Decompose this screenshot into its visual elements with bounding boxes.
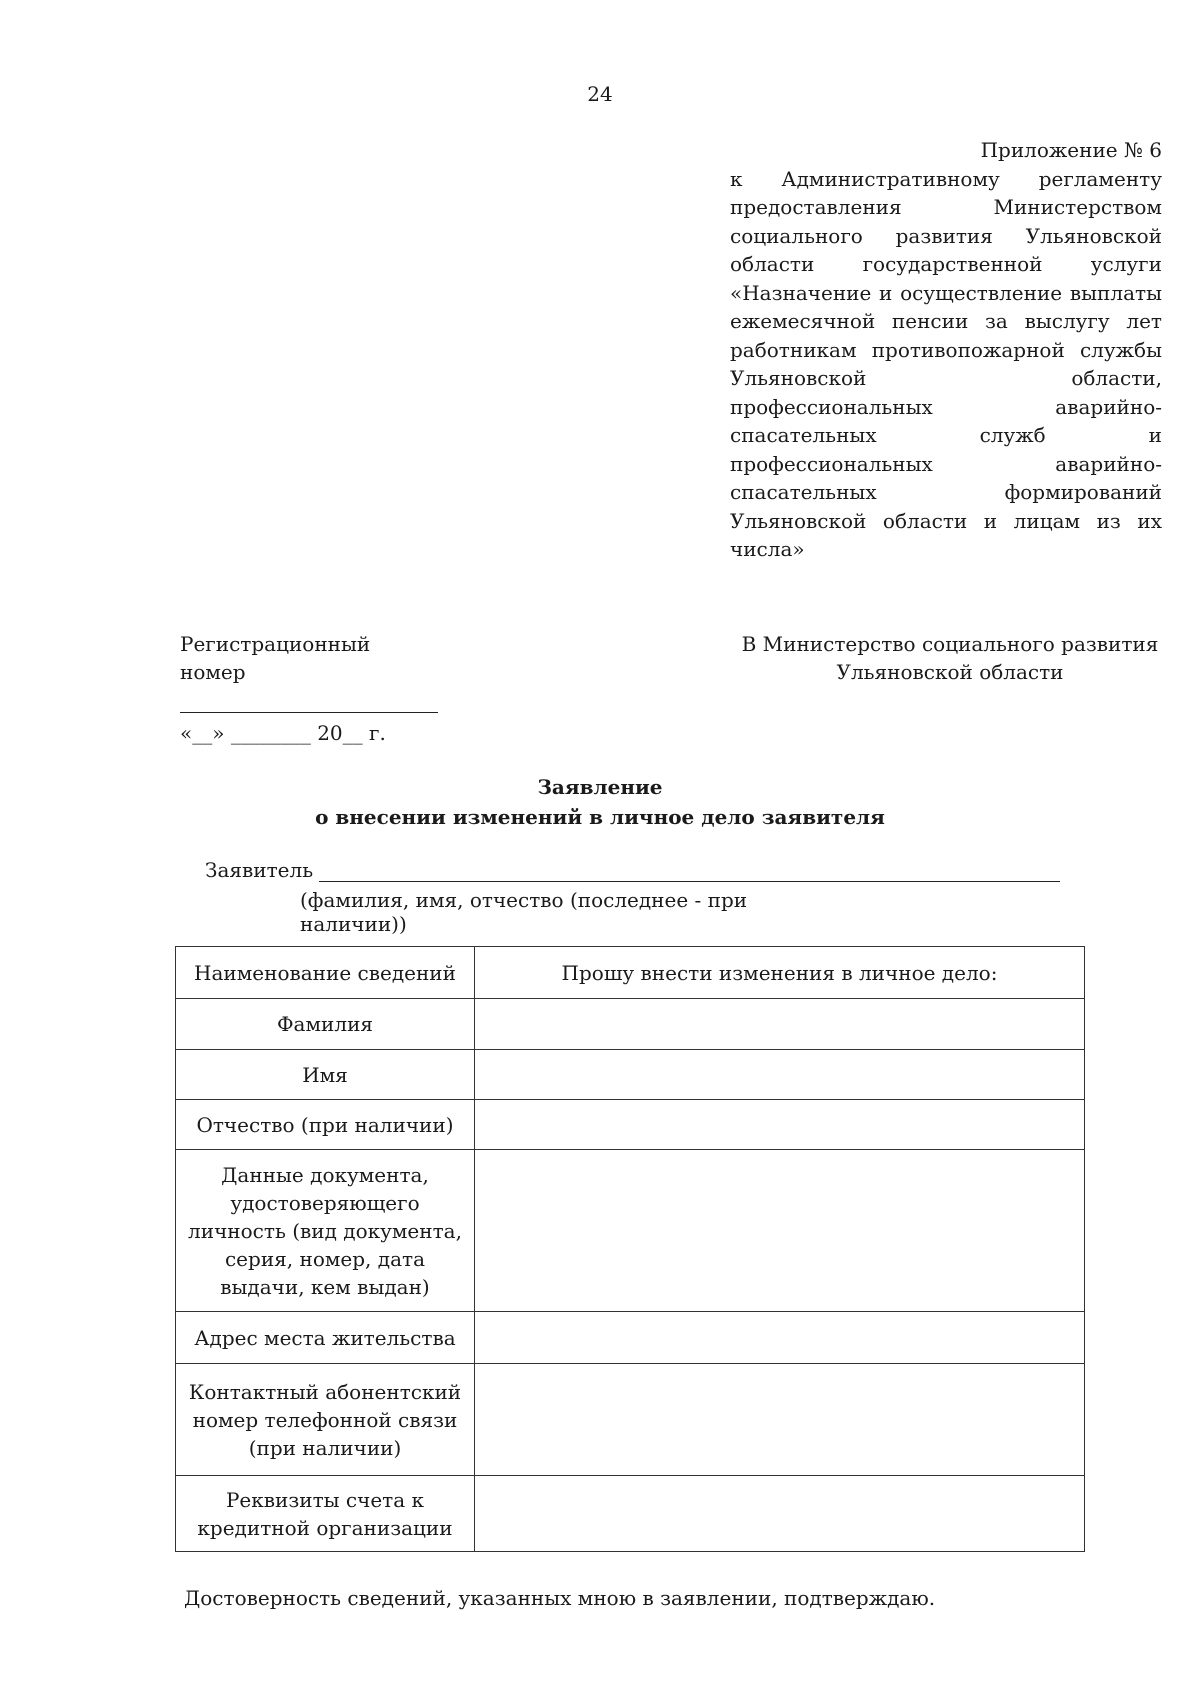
row-label: Имя [176,1050,475,1100]
table-header-left: Наименование сведений [176,947,475,999]
row-label: Реквизиты счета к кредитной организации [176,1476,475,1552]
appendix-line: Ульяновской области и лицам из их [730,508,1162,533]
appendix-title: Приложение № 6 [980,138,1162,162]
row-value-field[interactable] [475,1050,1085,1100]
appendix-line: числа» [730,537,805,561]
statement-heading [0,772,1200,832]
applicant-hint: (фамилия, имя, отчество (последнее - при наличии)) [300,888,748,936]
appendix-header [730,136,1162,564]
recipient-line-1: В Министерство социального развития [741,632,1159,656]
table-row [176,1364,1085,1476]
appendix-line: «Назначение и осуществление выплаты [730,280,1162,305]
registration-number-field[interactable] [180,690,438,713]
appendix-line: профессиональных аварийно- [730,394,1162,419]
row-value-field[interactable] [475,1312,1085,1364]
row-value-field[interactable] [475,999,1085,1050]
table-row [176,1312,1085,1364]
row-value-field[interactable] [475,1100,1085,1150]
registration-block [180,630,440,747]
row-value-field[interactable] [475,1476,1085,1552]
page-number: 24 [587,82,613,106]
appendix-line: спасательных служб и [730,423,1162,447]
statement-subtitle: о внесении изменений в личное дело заявителя [315,805,885,829]
appendix-line: ежемесячной пенсии за выслугу лет [730,309,1162,333]
appendix-line: работникам противопожарной службы [730,337,1162,362]
table-row [176,1100,1085,1150]
table-row [176,1050,1085,1100]
applicant-label: Заявитель [205,858,314,882]
appendix-line: спасательных формирований [730,480,1162,504]
row-value-field[interactable] [475,1364,1085,1476]
registration-date: «__» ________ 20__ г. [180,721,386,745]
row-label: Адрес места жительства [176,1312,475,1364]
changes-table [175,946,1085,1552]
table-row [176,1476,1085,1552]
row-label: Данные документа, удостоверяющего личность (вид документа, серия, номер, дата выдачи, кем выдан) [176,1150,475,1312]
table-row [176,1150,1085,1312]
appendix-line: предоставления Министерством [730,195,1162,219]
appendix-line: профессиональных аварийно- [730,451,1162,476]
table-row [176,999,1085,1050]
row-value-field[interactable] [475,1150,1085,1312]
row-label: Фамилия [176,999,475,1050]
statement-title: Заявление [537,775,663,799]
row-label: Контактный абонентский номер телефонной связи (при наличии) [176,1364,475,1476]
applicant-row [205,858,1060,882]
appendix-line: социального развития Ульяновской [730,223,1162,248]
applicant-name-field[interactable] [319,859,1060,882]
appendix-line: области государственной услуги [730,252,1162,276]
table-header-right: Прошу внести изменения в личное дело: [475,947,1085,999]
appendix-line: Ульяновской области, [730,366,1162,390]
confirmation-text: Достоверность сведений, указанных мною в заявлении, подтверждаю. [184,1586,936,1610]
table-header-row [176,947,1085,999]
recipient-block [740,630,1160,686]
registration-label: Регистрационный номер [180,632,371,684]
row-label: Отчество (при наличии) [176,1100,475,1150]
appendix-line: к Административному регламенту [730,166,1162,191]
recipient-line-2: Ульяновской области [836,660,1064,684]
